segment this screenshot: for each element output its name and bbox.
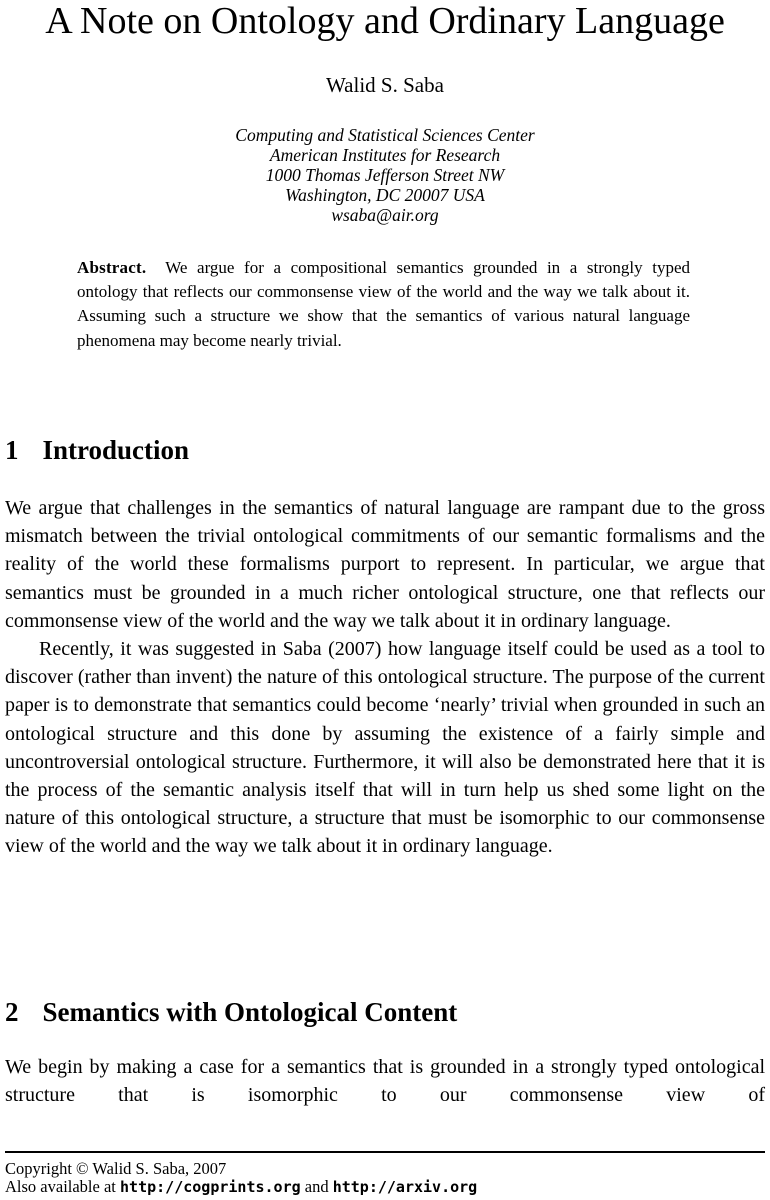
arxiv-url: http://arxiv.org	[332, 1178, 478, 1196]
section-title: Semantics with Ontological Content	[42, 997, 458, 1027]
author-name: Walid S. Saba	[326, 73, 444, 97]
page-footer	[5, 1151, 765, 1196]
copyright-line: Copyright © Walid S. Saba, 2007	[5, 1159, 227, 1178]
abstract-label: Abstract.	[77, 258, 147, 277]
author-email: wsaba@air.org	[331, 205, 439, 225]
paragraph: We begin by making a case for a semantics that is grounded in a strongly typed ontological structure that is isomorphic to our commonsense view of	[5, 1056, 765, 1107]
availability-prefix: Also available at	[5, 1177, 121, 1196]
availability-conjunction: and	[300, 1177, 333, 1196]
section-number: 2	[5, 997, 19, 1027]
paper-title: A Note on Ontology and Ordinary Language	[45, 0, 725, 42]
affiliation-line: 1000 Thomas Jefferson Street NW	[265, 165, 505, 185]
footer-rule	[5, 1151, 765, 1153]
section-heading-introduction	[5, 433, 765, 467]
affiliation-line: American Institutes for Research	[269, 145, 501, 165]
affiliation-line: Washington, DC 20007 USA	[285, 185, 485, 205]
section-2-body	[5, 1053, 765, 1109]
paragraph: Recently, it was suggested in Saba (2007) how language itself could be used as a tool to discover (rather than invent) the nature of this ontological structure. The purpose of the current paper is to demonstrate that semantics could become ‘nearly’ trivial when grounded in such an ontological structure and this done by assuming the existence of a fairly simple and uncontroversial ontological structure. Furthermore, it will also be demonstrated here that it is the process of the semantic analysis itself that will in turn help us shed some light on the nature of this ontological structure, a structure that must be isomorphic to our commonsense view of the world and the way we talk about it in ordinary language.	[5, 638, 765, 858]
section-number: 1	[5, 435, 19, 465]
paragraph: We argue that challenges in the semantics of natural language are rampant due to the gross mismatch between the trivial ontological commitments of our semantic formalisms and the reality of the world these formalisms purport to represent. In particular, we argue that semantics must be grounded in a much richer ontological structure, one that reflects our commonsense view of the world and the way we talk about it in ordinary language.	[5, 497, 765, 632]
cogprints-url: http://cogprints.org	[120, 1178, 301, 1196]
section-1-body	[5, 494, 765, 861]
abstract-text: We argue for a compositional semantics grounded in a strongly typed ontology that reflects our commonsense view of the world and the way we talk about it. Assuming such a structure we show that the semantics of various natural language phenomena may become nearly trivial.	[77, 258, 690, 350]
section-title: Introduction	[42, 435, 190, 465]
affiliation-block	[5, 125, 765, 225]
affiliation-line: Computing and Statistical Sciences Center	[235, 125, 535, 145]
availability-line	[5, 1178, 765, 1196]
section-heading-semantics	[5, 995, 765, 1029]
abstract	[77, 256, 690, 353]
